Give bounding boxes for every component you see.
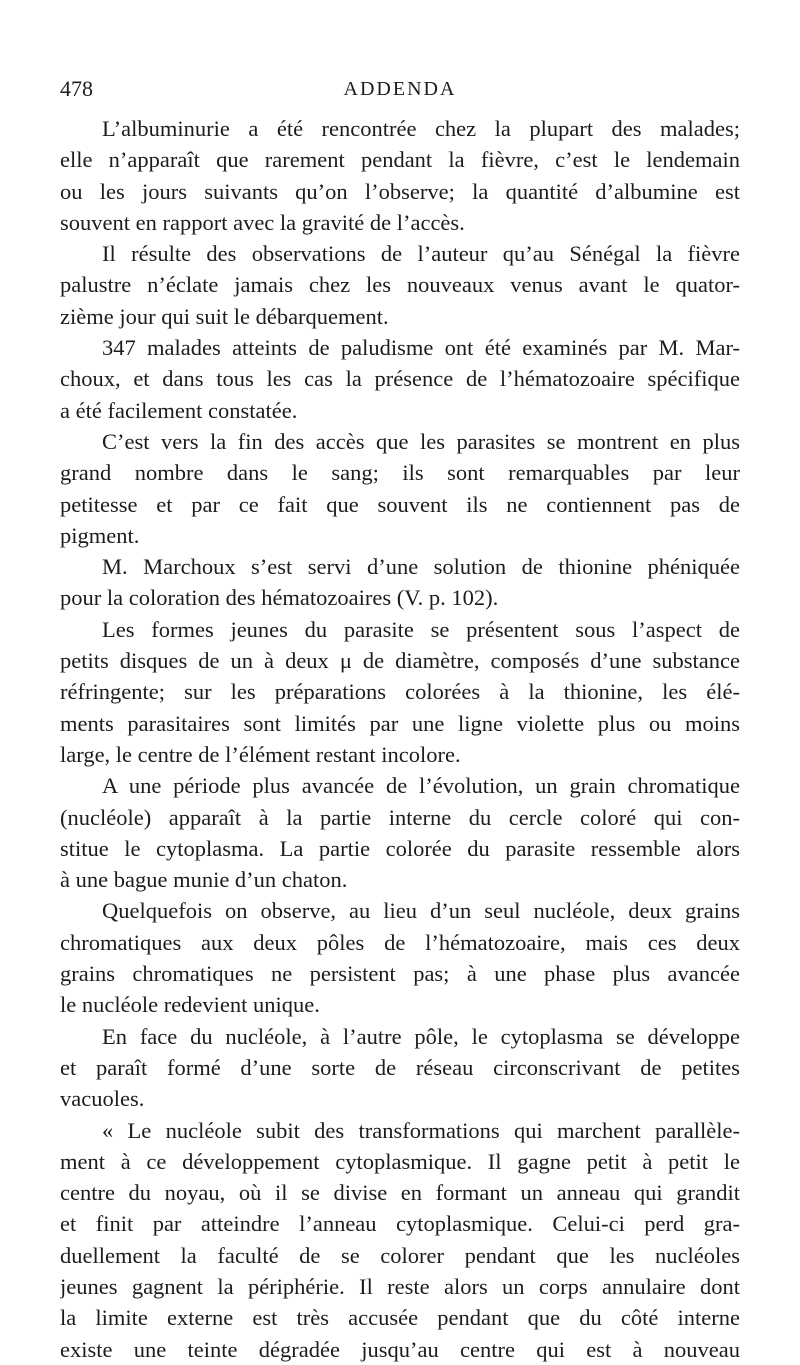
page-number: 478 [60, 76, 93, 101]
text-line: a été facilement constatée. [60, 397, 298, 423]
text-line: et paraît formé d’une sorte de réseau circonscrivant de petites [60, 1054, 740, 1080]
text-line: grand nombre dans le sang; ils sont remarquables par leur [60, 460, 740, 486]
text-line: existe une teinte dégradée jusqu’au centre qui est à nouveau [60, 1336, 740, 1362]
text-line: ments parasitaires sont limités par une ligne violette plus ou moins [60, 710, 740, 736]
text-line: Il résulte des observations de l’auteur qu’au Sénégal la fièvre [102, 241, 740, 267]
text-line: la limite externe est très accusée pendant que du côté interne [60, 1305, 740, 1331]
text-line: duellement la faculté de se colorer pendant que les nucléoles [60, 1242, 740, 1268]
text-line: jeunes gagnent la périphérie. Il reste alors un corps annulaire dont [60, 1273, 740, 1299]
text-line: « Le nucléole subit des transformations qui marchent parallèle- [102, 1117, 740, 1143]
text-line: M. Marchoux s’est servi d’une solution de thionine phéniquée [102, 554, 740, 580]
text-line: et finit par atteindre l’anneau cytoplasmique. Celui-ci perd gra- [60, 1211, 740, 1237]
text-line: palustre n’éclate jamais chez les nouveaux venus avant le quator- [60, 272, 740, 298]
text-line: En face du nucléole, à l’autre pôle, le cytoplasma se développe [102, 1023, 740, 1049]
text-line: ment à ce développement cytoplasmique. Il gagne petit à petit le [60, 1148, 740, 1174]
text-line: chromatiques aux deux pôles de l’hématozoaire, mais ces deux [60, 929, 740, 955]
text-line: réfringente; sur les préparations colorées à la thionine, les élé- [60, 679, 740, 705]
text-line: 347 malades atteints de paludisme ont été examinés par M. Mar- [102, 335, 740, 361]
body-text [60, 113, 740, 1365]
text-line: Quelquefois on observe, au lieu d’un seul nucléole, deux grains [102, 898, 740, 924]
text-line: centre du noyau, où il se divise en formant un anneau qui grandit [60, 1180, 740, 1206]
text-line: pigment. [60, 522, 140, 548]
text-line: petits disques de un à deux μ de diamètre, composés d’une substance [60, 648, 740, 674]
text-line: large, le centre de l’élément restant incolore. [60, 741, 461, 767]
text-line: choux, et dans tous les cas la présence de l’hématozoaire spécifique [60, 366, 740, 392]
text-line: le nucléole redevient unique. [60, 992, 320, 1018]
text-line: pour la coloration des hématozoaires (V. p. 102). [60, 585, 499, 611]
text-line: grains chromatiques ne persistent pas; à une phase plus avancée [60, 961, 740, 987]
text-line: A une période plus avancée de l’évolution, un grain chromatique [102, 773, 740, 799]
text-line: C’est vers la fin des accès que les parasites se montrent en plus [102, 428, 740, 454]
text-line: (nucléole) apparaît à la partie interne du cercle coloré qui con- [60, 804, 740, 830]
text-line: petitesse et par ce fait que souvent ils ne contiennent pas de [60, 491, 740, 517]
text-line: stitue le cytoplasma. La partie colorée du parasite ressemble alors [60, 835, 740, 861]
text-line: Les formes jeunes du parasite se présentent sous l’aspect de [102, 616, 740, 642]
text-line: souvent en rapport avec la gravité de l’accès. [60, 209, 465, 235]
text-line: zième jour qui suit le débarquement. [60, 303, 389, 329]
text-line: vacuoles. [60, 1086, 145, 1112]
running-title: ADDENDA [343, 78, 457, 100]
text-line: ou les jours suivants qu’on l’observe; la quantité d’albumine est [60, 178, 740, 204]
text-line: elle n’apparaît que rarement pendant la fièvre, c’est le lendemain [60, 147, 740, 173]
text-line: L’albuminurie a été rencontrée chez la plupart des malades; [102, 116, 740, 141]
running-head [60, 74, 740, 104]
text-line: à une bague munie d’un chaton. [60, 867, 348, 893]
